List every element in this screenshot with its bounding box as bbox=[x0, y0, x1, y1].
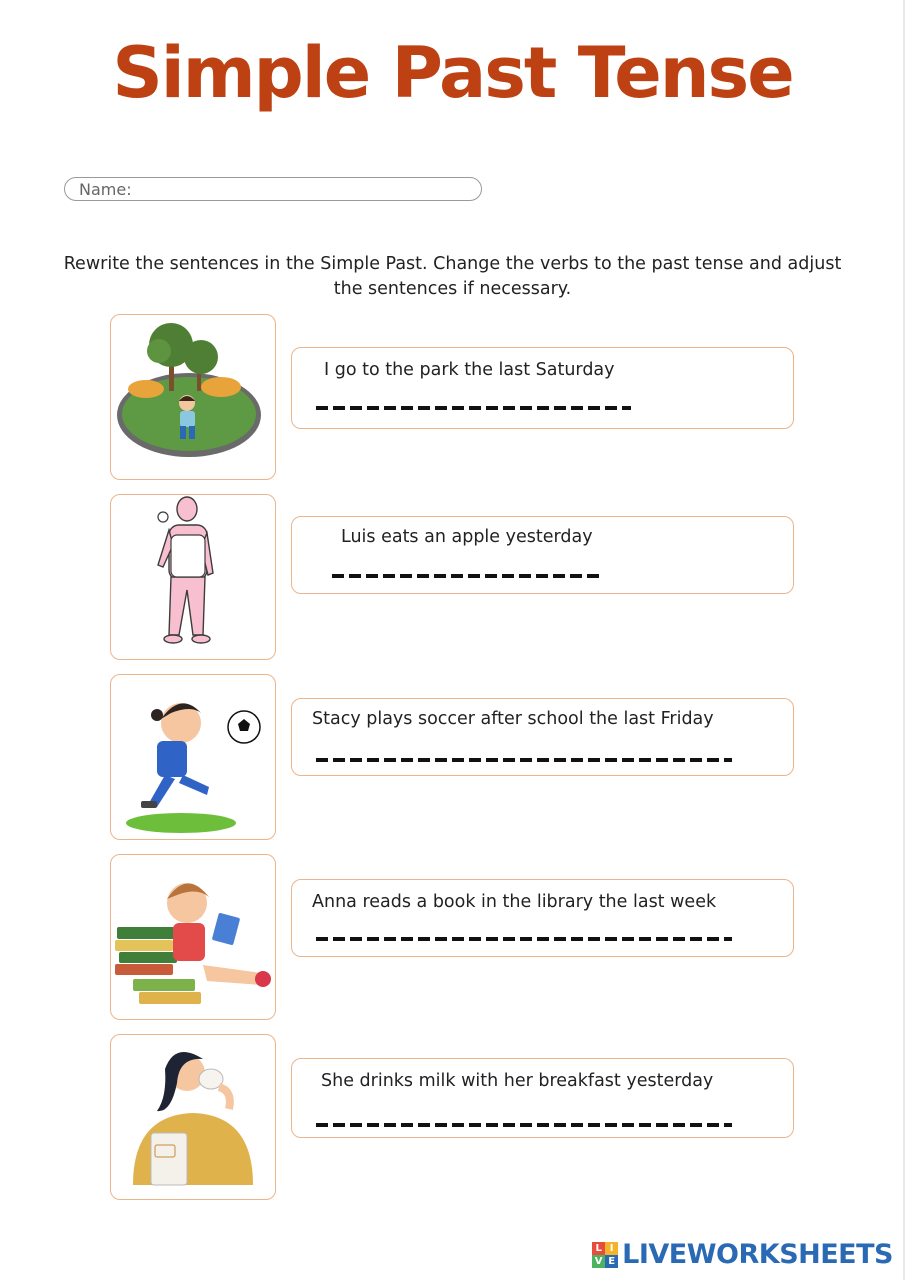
boy-in-park-illustration bbox=[111, 315, 277, 481]
sentence-box bbox=[291, 879, 794, 957]
liveworksheets-brand[interactable] bbox=[592, 1239, 893, 1270]
sentence-text: She drinks milk with her breakfast yesterday bbox=[321, 1071, 714, 1091]
girl-playing-soccer-illustration bbox=[111, 675, 277, 841]
name-label: Name: bbox=[79, 180, 132, 199]
liveworksheets-logo-icon bbox=[592, 1242, 618, 1268]
exercise-image-card bbox=[110, 314, 276, 480]
exercise-image-card bbox=[110, 494, 276, 660]
man-eating-apple-illustration bbox=[111, 495, 277, 661]
page-title: Simple Past Tense bbox=[112, 32, 793, 114]
answer-line[interactable] bbox=[316, 406, 631, 410]
logo-letter: I bbox=[605, 1242, 618, 1255]
sentence-text: Stacy plays soccer after school the last Friday bbox=[312, 709, 714, 729]
logo-letter: V bbox=[592, 1255, 605, 1268]
answer-line[interactable] bbox=[332, 574, 604, 578]
answer-line[interactable] bbox=[316, 758, 732, 762]
logo-letter: E bbox=[605, 1255, 618, 1268]
brand-name: LIVEWORKSHEETS bbox=[622, 1239, 893, 1270]
instructions: Rewrite the sentences in the Simple Past. Change the verbs to the past tense and adjust the sentences if necessary. bbox=[63, 254, 842, 299]
exercise-image-card bbox=[110, 854, 276, 1020]
sentence-box bbox=[291, 516, 794, 594]
exercise-image-card bbox=[110, 1034, 276, 1200]
woman-drinking-milk-illustration bbox=[111, 1035, 277, 1201]
sentence-text: Anna reads a book in the library the last week bbox=[312, 892, 717, 912]
exercise-image-card bbox=[110, 674, 276, 840]
sentence-text: I go to the park the last Saturday bbox=[324, 360, 615, 380]
girl-reading-books-illustration bbox=[111, 855, 277, 1021]
answer-line[interactable] bbox=[316, 1123, 732, 1127]
sentence-box bbox=[291, 698, 794, 776]
name-field[interactable] bbox=[64, 177, 482, 201]
sentence-text: Luis eats an apple yesterday bbox=[341, 527, 593, 547]
logo-letter: L bbox=[592, 1242, 605, 1255]
sentence-box bbox=[291, 1058, 794, 1138]
answer-line[interactable] bbox=[316, 937, 732, 941]
sentence-box bbox=[291, 347, 794, 429]
